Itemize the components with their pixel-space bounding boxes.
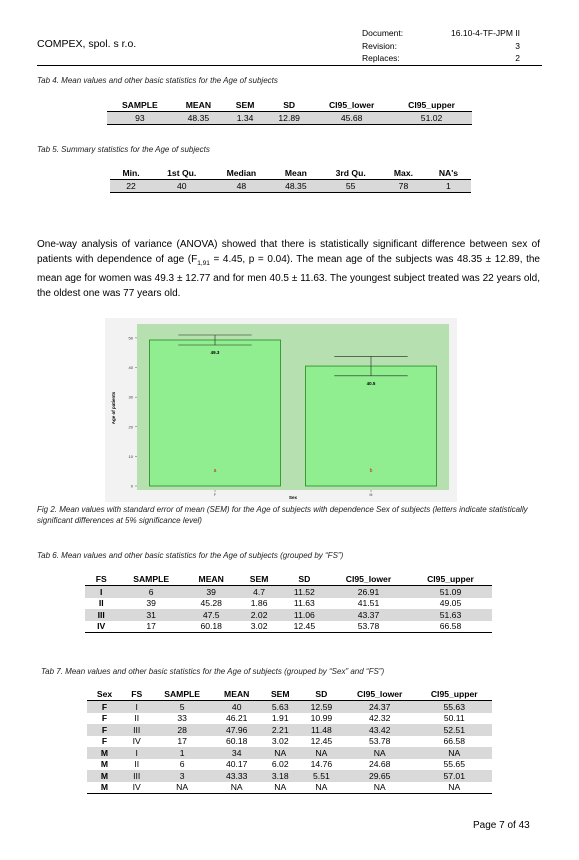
x-axis-label: Sex: [288, 495, 298, 500]
table-row: [87, 759, 492, 771]
table-cell: NA: [300, 747, 343, 759]
table-cell: 24.37: [343, 701, 417, 713]
table-cell: IV: [132, 736, 141, 747]
column-header: CI95_upper: [391, 99, 472, 112]
table-cell: 78: [381, 180, 426, 193]
table-cell: 11.48: [300, 724, 343, 736]
table-row: [87, 713, 492, 725]
table-cell: 2.02: [238, 609, 281, 621]
table-cell: 10.99: [310, 713, 333, 724]
table-cell: III: [122, 770, 151, 782]
table-cell: 48.35: [271, 180, 320, 193]
document-label: Document:: [362, 28, 404, 38]
column-header: Sex: [87, 688, 122, 701]
table-cell: 6.02: [271, 759, 289, 770]
tab6-table: [85, 573, 492, 633]
table-cell: M: [100, 759, 109, 770]
tab4-caption: Tab 4. Mean values and other basic statistics for the Age of subjects: [37, 76, 278, 85]
tab5-caption: Tab 5. Summary statistics for the Age of subjects: [37, 145, 210, 154]
column-header: FS: [85, 573, 117, 586]
table-cell: 31: [117, 609, 184, 621]
table-cell: 24.68: [368, 759, 391, 770]
significance-letter: b: [369, 468, 373, 474]
column-header: SD: [300, 688, 343, 701]
table-cell: 51.63: [409, 609, 492, 621]
table-cell: I: [122, 701, 151, 713]
document-value: 16.10-4-TF-JPM II: [451, 28, 520, 38]
table-row: [87, 701, 492, 713]
tab6-caption: Tab 6. Mean values and other basic statistics for the Age of subjects (grouped by “FS”): [37, 551, 344, 560]
table-cell: 53.78: [328, 621, 409, 633]
table-cell: 6: [179, 759, 185, 770]
table-cell: NA: [417, 747, 493, 759]
table-cell: 51.09: [409, 586, 492, 598]
replaces-label: Replaces:: [362, 53, 400, 63]
column-header: 1st Qu.: [152, 167, 211, 180]
column-header: NA's: [426, 167, 471, 180]
table-row: [85, 586, 492, 598]
table-cell: III: [122, 724, 151, 736]
column-header: Max.: [381, 167, 426, 180]
table-cell: NA: [343, 782, 417, 794]
table-cell: NA: [417, 782, 493, 794]
table-cell: M: [87, 770, 122, 782]
table-cell: 26.91: [328, 586, 409, 598]
column-header: SEM: [261, 688, 300, 701]
table-cell: M: [87, 782, 122, 794]
table-cell: 93: [107, 112, 173, 125]
replaces-value: 2: [515, 53, 520, 63]
column-header: SAMPLE: [107, 99, 173, 112]
column-header: SEM: [224, 99, 266, 112]
bar-f: [149, 340, 280, 486]
column-header: SD: [266, 99, 312, 112]
table-cell: 11.52: [281, 586, 328, 598]
table-cell: 43.33: [213, 770, 261, 782]
table-cell: 34: [213, 747, 261, 759]
table-cell: 17: [177, 736, 187, 747]
table-cell: NA: [151, 782, 212, 794]
table-cell: 40.17: [225, 759, 248, 770]
table-cell: 50.11: [443, 713, 465, 724]
table-cell: 12.45: [310, 736, 333, 747]
table-cell: 12.59: [300, 701, 343, 713]
y-tick-label: 20: [128, 424, 133, 430]
table-cell: 43.42: [343, 724, 417, 736]
table-cell: II: [98, 598, 104, 609]
table-cell: 39: [146, 598, 156, 609]
table-row: [85, 598, 492, 610]
table-cell: F: [87, 724, 122, 736]
table-cell: 48.35: [173, 112, 224, 125]
table-cell: NA: [300, 782, 343, 794]
table-row: [110, 180, 471, 193]
significance-letter: a: [213, 468, 217, 474]
age-by-sex-chart: [105, 318, 457, 502]
table-cell: 47.5: [185, 609, 238, 621]
column-header: Min.: [110, 167, 152, 180]
tab5-table: [110, 167, 471, 193]
fig2-caption: Fig 2. Mean values with standard error of mean (SEM) for the Age of subjects with dependence Sex of subjects (letters indicate statistically significant differences at 5% significance level): [37, 505, 528, 525]
table-cell: 45.68: [312, 112, 391, 125]
table-cell: NA: [261, 782, 300, 794]
paragraph-subscript: 1,91: [197, 260, 210, 267]
table-row: [87, 747, 492, 759]
table-cell: F: [101, 713, 108, 724]
table-cell: 2.21: [261, 724, 300, 736]
table-row: [87, 770, 492, 782]
column-header: Median: [211, 167, 271, 180]
page-number: Page 7 of 43: [473, 820, 530, 831]
table-cell: 4.7: [238, 586, 281, 598]
table-cell: I: [85, 586, 117, 598]
column-header: MEAN: [185, 573, 238, 586]
column-header: SAMPLE: [151, 688, 212, 701]
table-cell: 5: [151, 701, 212, 713]
y-tick-label: 50: [128, 335, 133, 341]
table-cell: 55.65: [443, 759, 465, 770]
y-tick-label: 0: [130, 483, 133, 489]
column-header: MEAN: [213, 688, 261, 701]
value-label: 40.5: [366, 380, 376, 386]
table-row: [87, 736, 492, 748]
table-cell: M: [87, 747, 122, 759]
anova-paragraph: [37, 237, 540, 301]
table-cell: III: [85, 609, 117, 621]
table-cell: 60.18: [225, 736, 248, 747]
table-cell: IV: [85, 621, 117, 633]
table-cell: 6: [117, 586, 184, 598]
table-cell: 14.76: [310, 759, 333, 770]
table-cell: F: [101, 736, 108, 747]
table-cell: 1.34: [224, 112, 266, 125]
column-header: SD: [281, 573, 328, 586]
table-row: [85, 609, 492, 621]
table-cell: 12.45: [281, 621, 328, 633]
table-cell: I: [122, 747, 151, 759]
table-cell: 11.63: [293, 598, 315, 609]
table-cell: 57.01: [417, 770, 493, 782]
column-header: SAMPLE: [117, 573, 184, 586]
table-cell: NA: [343, 747, 417, 759]
table-cell: 17: [117, 621, 184, 633]
table-cell: 33: [177, 713, 187, 724]
table-cell: 29.65: [343, 770, 417, 782]
table-cell: 45.28: [200, 598, 222, 609]
table-cell: NA: [261, 747, 300, 759]
column-header: CI95_upper: [409, 573, 492, 586]
tab4-table: [107, 99, 472, 125]
table-cell: 3.18: [261, 770, 300, 782]
table-cell: 51.02: [391, 112, 472, 125]
table-cell: 40: [213, 701, 261, 713]
table-cell: 3: [151, 770, 212, 782]
x-tick-label: F: [213, 493, 217, 497]
revision-value: 3: [515, 40, 520, 51]
column-header: SEM: [238, 573, 281, 586]
table-row: [85, 621, 492, 633]
table-cell: IV: [122, 782, 151, 794]
paragraph-part1: One-way analysis of variance (ANOVA) showed that there is statistically significant difference between sex of patients with dependence of age (F: [37, 239, 540, 265]
table-cell: 12.89: [266, 112, 312, 125]
column-header: MEAN: [173, 99, 224, 112]
y-tick-label: 40: [128, 365, 133, 371]
table-cell: 60.18: [185, 621, 238, 633]
paragraph-part2: = 4.45, p = 0.04). The mean age of the subjects was 48.35 ± 12.89, the mean age for women was 49.3 ± 12.77 and for men 40.5 ± 11.63. The youngest subject treated was 22 years old, the oldest one was 77 years old.: [37, 254, 540, 299]
table-cell: 3.02: [238, 621, 281, 633]
table-cell: 49.05: [439, 598, 462, 609]
table-cell: 22: [110, 180, 152, 193]
table-cell: 1.86: [250, 598, 268, 609]
table-cell: 5.63: [261, 701, 300, 713]
column-header: FS: [122, 688, 151, 701]
table-cell: 43.37: [328, 609, 409, 621]
revision-label: Revision:: [362, 40, 397, 51]
column-header: CI95_lower: [312, 99, 391, 112]
table-cell: 46.21: [225, 713, 248, 724]
table-cell: 53.78: [368, 736, 391, 747]
tab7-table: [87, 688, 492, 794]
table-cell: 11.06: [281, 609, 328, 621]
table-cell: NA: [213, 782, 261, 794]
table-cell: 55: [320, 180, 381, 193]
table-cell: F: [87, 701, 122, 713]
table-cell: 66.58: [409, 621, 492, 633]
table-row: [87, 782, 492, 794]
table-row: [107, 112, 472, 125]
column-header: Mean: [271, 167, 320, 180]
y-tick-label: 10: [128, 453, 133, 459]
y-axis-label: Age of patients: [111, 391, 116, 425]
table-cell: 52.51: [417, 724, 493, 736]
table-cell: 48: [211, 180, 271, 193]
table-cell: 1: [151, 747, 212, 759]
table-cell: 42.32: [368, 713, 391, 724]
column-header: 3rd Qu.: [320, 167, 381, 180]
table-cell: 66.58: [443, 736, 465, 747]
y-tick-label: 30: [128, 394, 133, 400]
tab7-caption: Tab 7. Mean values and other basic statistics for the Age of subjects (grouped by “Sex” and “FS”): [41, 667, 385, 676]
table-row: [87, 724, 492, 736]
company-name: COMPEX, spol. s r.o.: [37, 38, 137, 50]
table-cell: 28: [151, 724, 212, 736]
table-cell: 47.96: [213, 724, 261, 736]
column-header: CI95_upper: [417, 688, 493, 701]
table-cell: 41.51: [357, 598, 380, 609]
table-cell: 39: [185, 586, 238, 598]
document-meta: [362, 27, 520, 65]
column-header: CI95_lower: [343, 688, 417, 701]
table-cell: II: [134, 713, 140, 724]
table-cell: 3.02: [271, 736, 289, 747]
header-rule: [37, 65, 542, 66]
table-cell: 1.91: [271, 713, 289, 724]
table-cell: 5.51: [300, 770, 343, 782]
x-tick-label: M: [369, 493, 373, 497]
column-header: CI95_lower: [328, 573, 409, 586]
table-cell: 55.63: [417, 701, 493, 713]
value-label: 49.3: [210, 350, 220, 356]
table-cell: 40: [152, 180, 211, 193]
table-cell: II: [134, 759, 140, 770]
table-cell: 1: [426, 180, 471, 193]
